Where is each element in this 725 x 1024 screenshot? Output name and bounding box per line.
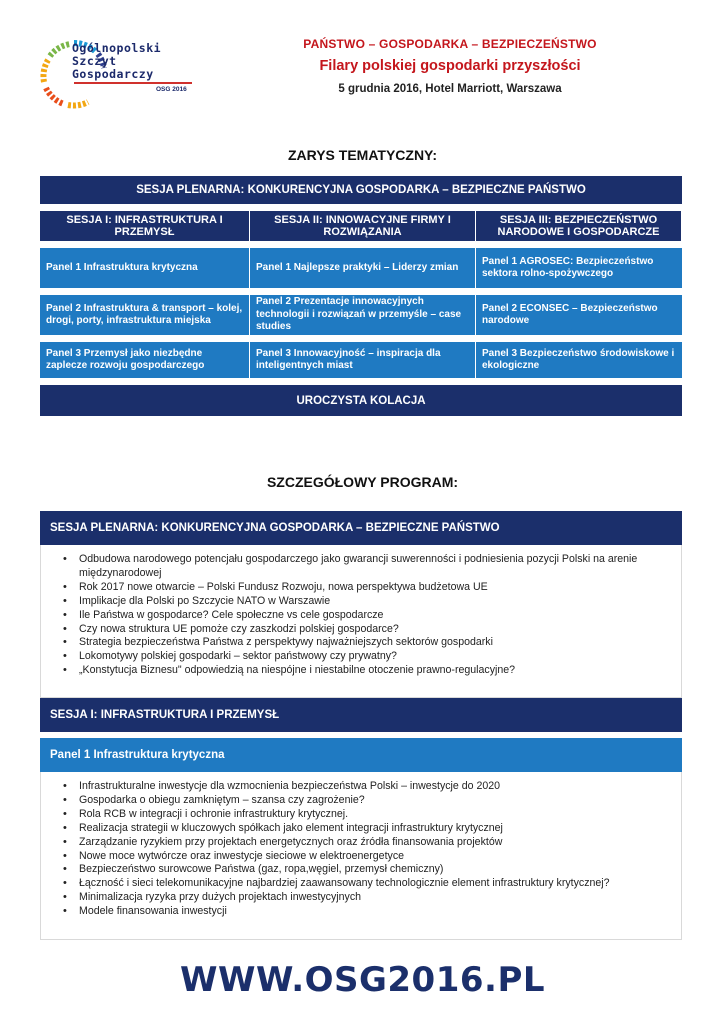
bullet-item: • Implikacje dla Polski po Szczycie NATO w Warszawie: [61, 595, 671, 609]
logo-line-2: Szczyt: [72, 54, 117, 68]
bullet-item: • Odbudowa narodowego potencjału gospodarczego jako gwarancji suwerenności i podniesienia pozycji Polski na arenie międzynarodowej: [61, 553, 671, 581]
logo-underline: [74, 82, 192, 84]
event-header: [230, 37, 670, 95]
bullet-item: • Ile Państwa w gospodarce? Cele społeczne vs cele gospodarcze: [61, 609, 671, 623]
bullet-item: • Rola RCB w integracji i ochronie infrastruktury krytycznej.: [61, 808, 671, 822]
overview-grid: [40, 211, 682, 378]
overview-dinner-bar: UROCZYSTA KOLACJA: [40, 385, 682, 416]
bullet-item: • Strategia bezpieczeństwa Państwa z perspektywy najważniejszych sektorów gospodarki: [61, 636, 671, 650]
overview-panel-cell: Panel 3 Przemysł jako niezbędne zaplecze rozwoju gospodarczego: [40, 335, 250, 378]
panel-1-detail: [40, 738, 682, 940]
overview-panel-cell: Panel 2 Infrastruktura & transport – kolej, drogi, porty, infrastruktura miejska: [40, 288, 250, 335]
bullet-item: • Lokomotywy polskiej gospodarki – sektor państwowy czy prywatny?: [61, 650, 671, 664]
session-1-header: SESJA I: INFRASTRUKTURA I PRZEMYSŁ: [40, 211, 250, 241]
bullet-item: • Minimalizacja ryzyka przy dużych projektach inwestycyjnych: [61, 891, 671, 905]
detail-heading: SZCZEGÓŁOWY PROGRAM:: [266, 474, 459, 490]
event-date-venue: 5 grudnia 2016, Hotel Marriott, Warszawa: [338, 83, 562, 95]
overview-panel-cell: Panel 1 Infrastruktura krytyczna: [40, 241, 250, 288]
overview-table: [40, 176, 682, 416]
session-1-detail: [40, 698, 682, 732]
website-url[interactable]: WWW.OSG2016.PL: [179, 960, 546, 1000]
overview-panel-cell: Panel 3 Bezpieczeństwo środowiskowe i ekologiczne: [476, 335, 682, 378]
plenary-bullet-list: [40, 545, 682, 698]
overview-panel-cell: Panel 1 Najlepsze praktyki – Liderzy zmian: [250, 241, 476, 288]
bullet-item: • Łączność i sieci telekomunikacyjne najbardziej zaawansowany technologicznie element infrastruktury krytycznej?: [61, 877, 671, 891]
osg-logo: [38, 30, 198, 110]
bullet-item: • Zarządzanie ryzykiem przy projektach energetycznych oraz źródła finansowania projektów: [61, 836, 671, 850]
bullet-item: • „Konstytucja Biznesu" odpowiedzią na niespójne i niestabilne otoczenie prawno-regulacyjne?: [61, 664, 671, 678]
session-2-header: SESJA II: INNOWACYJNE FIRMY I ROZWIĄZANIA: [250, 211, 476, 241]
overview-panel-cell: Panel 2 ECONSEC – Bezpieczeństwo narodowe: [476, 288, 682, 335]
logo-line-1: Ogólnopolski: [72, 41, 162, 55]
session-1-detail-title: SESJA I: INFRASTRUKTURA I PRZEMYSŁ: [40, 698, 682, 732]
event-title: Filary polskiej gospodarki przyszłości: [319, 58, 581, 74]
panel-1-bullet-list: [40, 772, 682, 940]
bullet-item: • Bezpieczeństwo surowcowe Państwa (gaz, ropa,węgiel, przemysł chemiczny): [61, 863, 671, 877]
overview-panel-cell: Panel 1 AGROSEC: Bezpieczeństwo sektora rolno-spożywczego: [476, 241, 682, 288]
bullet-item: • Modele finansowania inwestycji: [61, 905, 671, 919]
overview-plenary-bar: SESJA PLENARNA: KONKURENCYJNA GOSPODARKA – BEZPIECZNE PAŃSTWO: [40, 176, 682, 204]
bullet-item: • Czy nowa struktura UE pomoże czy zaszkodzi polskiej gospodarce?: [61, 623, 671, 637]
overview-panel-cell: Panel 2 Prezentacje innowacyjnych technologii i rozwiązań w przemyśle – case studies: [250, 288, 476, 335]
event-tagline: PAŃSTWO – GOSPODARKA – BEZPIECZEŃSTWO: [303, 37, 597, 51]
logo-wordmark: [72, 42, 161, 81]
bullet-item: • Gospodarka o obiegu zamkniętym – szansa czy zagrożenie?: [61, 794, 671, 808]
plenary-detail: [40, 511, 682, 698]
overview-heading: ZARYS TEMATYCZNY:: [287, 147, 438, 163]
bullet-item: • Infrastrukturalne inwestycje dla wzmocnienia bezpieczeństwa Polski – inwestycje do 2020: [61, 780, 671, 794]
plenary-detail-title: SESJA PLENARNA: KONKURENCYJNA GOSPODARKA – BEZPIECZNE PAŃSTWO: [40, 511, 682, 545]
bullet-item: • Rok 2017 nowe otwarcie – Polski Fundusz Rozwoju, nowa perspektywa budżetowa UE: [61, 581, 671, 595]
bullet-item: • Nowe moce wytwórcze oraz inwestycje sieciowe w elektroenergetyce: [61, 850, 671, 864]
logo-year: OSG 2016: [156, 86, 187, 93]
panel-1-detail-title: Panel 1 Infrastruktura krytyczna: [40, 738, 682, 772]
session-3-header: SESJA III: BEZPIECZEŃSTWO NARODOWE I GOSPODARCZE: [476, 211, 682, 241]
overview-panel-cell: Panel 3 Innowacyjność – inspiracja dla inteligentnych miast: [250, 335, 476, 378]
logo-line-3: Gospodarczy: [72, 67, 154, 81]
bullet-item: • Realizacja strategii w kluczowych spółkach jako element integracji infrastruktury krytycznej: [61, 822, 671, 836]
